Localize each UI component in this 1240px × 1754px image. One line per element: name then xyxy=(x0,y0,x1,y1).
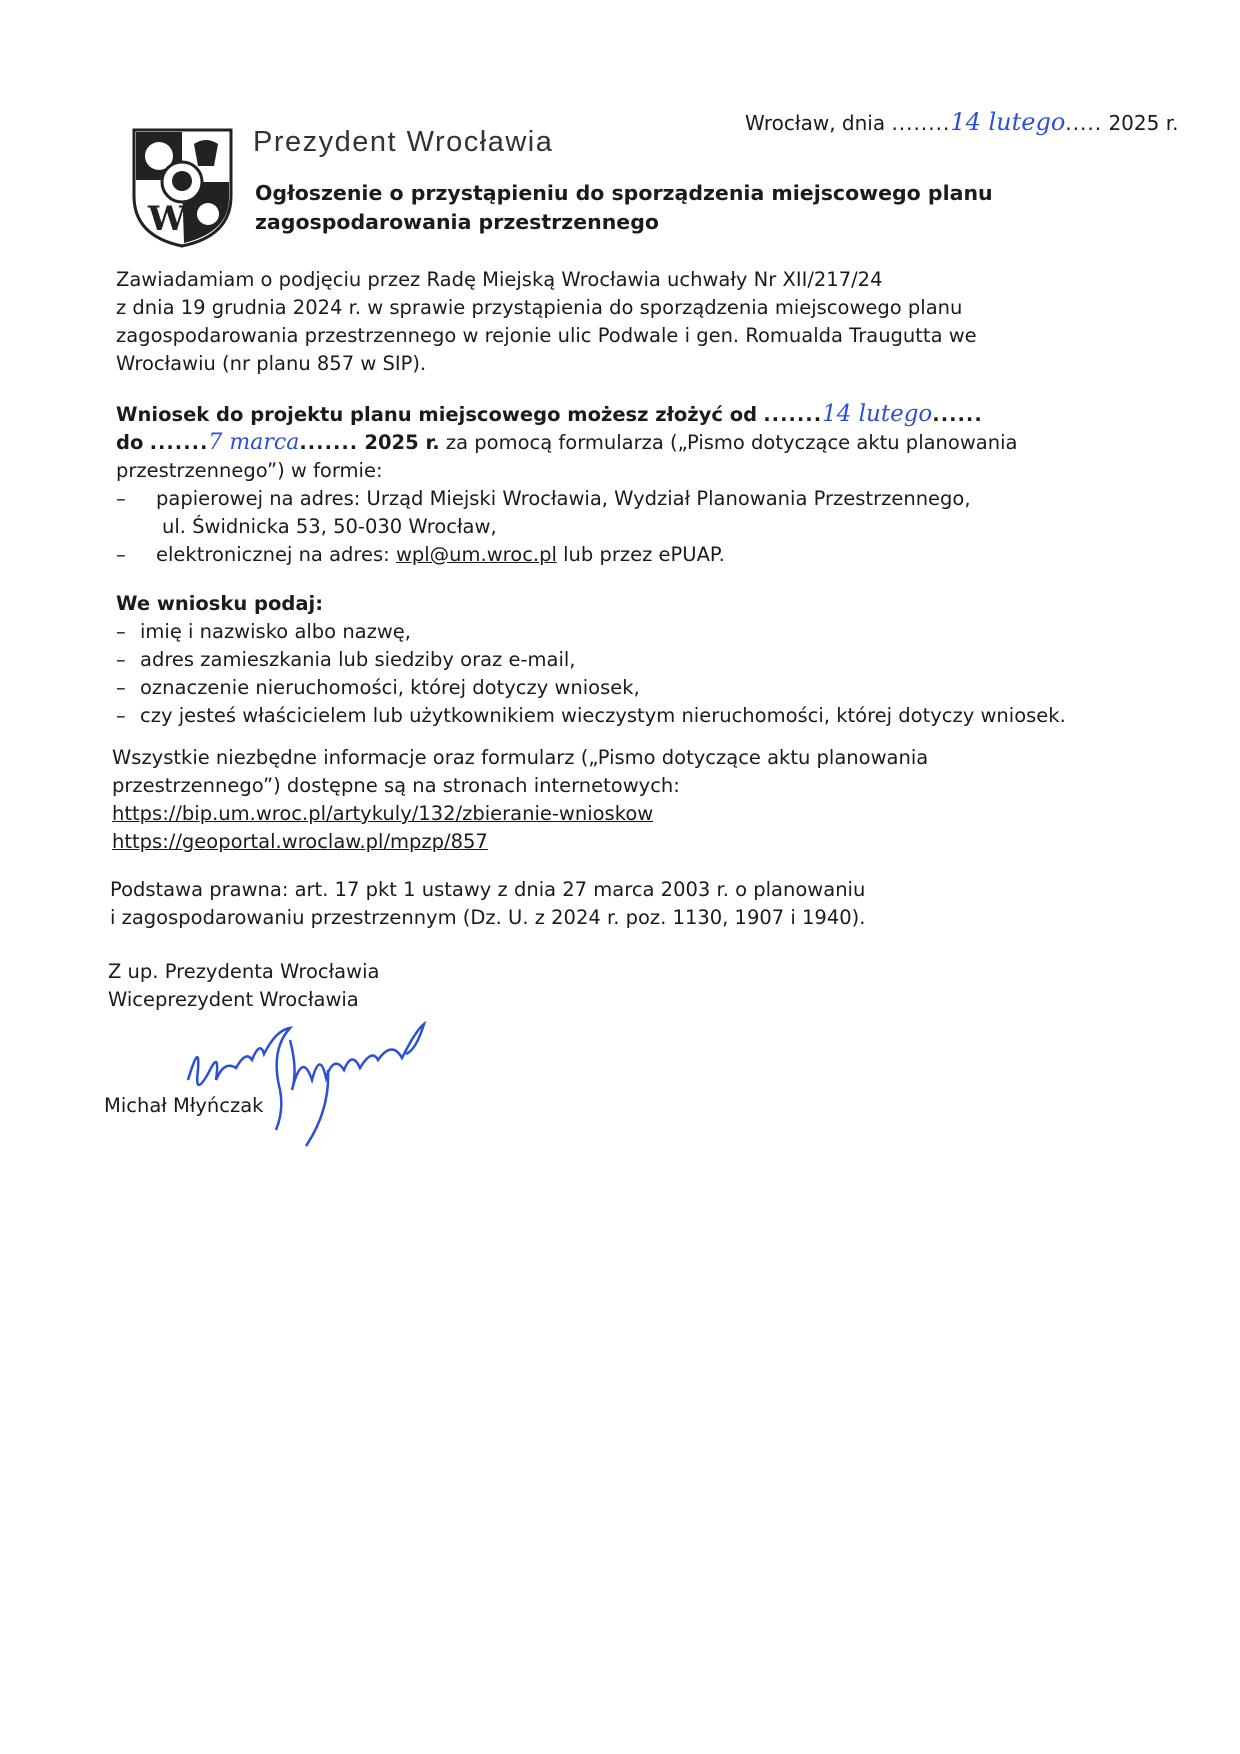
application-line-3: przestrzennego”) w formie: xyxy=(116,459,383,482)
paper-address-line-1: papierowej na adres: Urząd Miejski Wrocławia, Wydział Planowania Przestrzennego, xyxy=(156,487,971,510)
list-item: – adres zamieszkania lub siedziby oraz e-mail, xyxy=(116,648,576,671)
intro-paragraph xyxy=(116,266,977,378)
info-line-2: przestrzennego”) dostępne są na stronach internetowych: xyxy=(112,774,680,797)
legal-line-1: Podstawa prawna: art. 17 pkt 1 ustawy z dnia 27 marca 2003 r. o planowaniu xyxy=(110,878,866,901)
application-form-text: za pomocą formularza („Pismo dotyczące aktu planowania xyxy=(445,431,1018,454)
document-title xyxy=(255,179,993,237)
list-item: – imię i nazwisko albo nazwę, xyxy=(116,620,412,643)
list-item-text: imię i nazwisko albo nazwę, xyxy=(140,620,412,643)
svg-text:W: W xyxy=(148,199,187,239)
requirements-section xyxy=(116,590,1066,730)
title-line-2: zagospodarowania przestrzennego xyxy=(255,210,659,234)
date-line xyxy=(745,108,1178,137)
date-dots-right: ..... xyxy=(1065,111,1103,135)
list-item-text: czy jesteś właścicielem lub użytkownikiem wieczystym nieruchomości, której dotyczy wniosek. xyxy=(140,704,1066,727)
intro-line: Wrocławiu (nr planu 857 w SIP). xyxy=(116,352,427,375)
signature-role-2: Wiceprezydent Wrocławia xyxy=(108,988,359,1011)
list-item: – czy jesteś właścicielem lub użytkownikiem wieczystym nieruchomości, której dotyczy wniosek. xyxy=(116,704,1066,727)
date-prefix: Wrocław, dnia xyxy=(745,111,886,135)
list-item-text: adres zamieszkania lub siedziby oraz e-mail, xyxy=(140,648,576,671)
organization-name: Prezydent Wrocławia xyxy=(253,126,554,158)
to-dots: ....... xyxy=(149,431,209,454)
paper-address-line-2: ul. Świdnicka 53, 50-030 Wrocław, xyxy=(162,515,497,538)
from-dots: ....... xyxy=(763,403,823,426)
email-link[interactable]: wpl@um.wroc.pl xyxy=(395,543,557,566)
application-line-2 xyxy=(116,429,1017,457)
handwritten-signature xyxy=(180,1010,480,1150)
to-year: 2025 r. xyxy=(364,431,440,454)
signature-role-1: Z up. Prezydenta Wrocławia xyxy=(108,960,380,983)
bip-link[interactable]: https://bip.um.wroc.pl/artykuly/132/zbieranie-wnioskow xyxy=(112,802,654,825)
legal-basis xyxy=(110,876,865,932)
signature-block xyxy=(108,958,379,1014)
from-date-handwritten: 14 lutego xyxy=(822,401,933,427)
intro-line: z dnia 19 grudnia 2024 r. w sprawie przystąpienia do sporządzenia miejscowego planu xyxy=(116,296,963,319)
intro-line: zagospodarowania przestrzennego w rejonie ulic Podwale i gen. Romualda Traugutta we xyxy=(116,324,977,347)
intro-line: Zawiadamiam o podjęciu przez Radę Miejską Wrocławia uchwały Nr XII/217/24 xyxy=(116,268,883,291)
electronic-suffix: lub przez ePUAP. xyxy=(563,543,725,566)
date-dots: ........ xyxy=(891,111,951,135)
electronic-prefix: elektronicznej na adres: xyxy=(156,543,390,566)
signatory-name: Michał Młyńczak xyxy=(104,1094,264,1117)
legal-line-2: i zagospodarowaniu przestrzennym (Dz. U. z 2024 r. poz. 1130, 1907 i 1940). xyxy=(110,906,866,929)
to-dots-right: ....... xyxy=(299,431,359,454)
from-dots-right: ...... xyxy=(932,403,983,426)
date-handwritten: 14 lutego xyxy=(950,108,1066,136)
requirements-heading: We wniosku podaj: xyxy=(116,592,324,615)
coat-of-arms-logo xyxy=(130,126,235,249)
application-from-label: Wniosek do projektu planu miejscowego możesz złożyć od xyxy=(116,403,758,426)
geoportal-link[interactable]: https://geoportal.wroclaw.pl/mpzp/857 xyxy=(112,830,488,853)
list-item: – oznaczenie nieruchomości, której dotyczy wniosek, xyxy=(116,676,640,699)
electronic-option: – elektronicznej na adres: wpl@um.wroc.pl lub przez ePUAP. xyxy=(116,543,725,566)
title-line-1: Ogłoszenie o przystąpieniu do sporządzenia miejscowego planu xyxy=(255,181,993,205)
list-item-text: oznaczenie nieruchomości, której dotyczy wniosek, xyxy=(140,676,640,699)
paper-option: – papierowej na adres: Urząd Miejski Wrocławia, Wydział Planowania Przestrzennego, xyxy=(116,487,971,510)
info-line-1: Wszystkie niezbędne informacje oraz formularz („Pismo dotyczące aktu planowania xyxy=(112,746,929,769)
application-section xyxy=(116,400,1017,569)
info-section xyxy=(112,744,928,856)
to-label: do xyxy=(116,431,144,454)
to-date-handwritten: 7 marca xyxy=(208,430,300,455)
date-suffix: 2025 r. xyxy=(1108,111,1179,135)
application-line-1 xyxy=(116,400,1017,429)
